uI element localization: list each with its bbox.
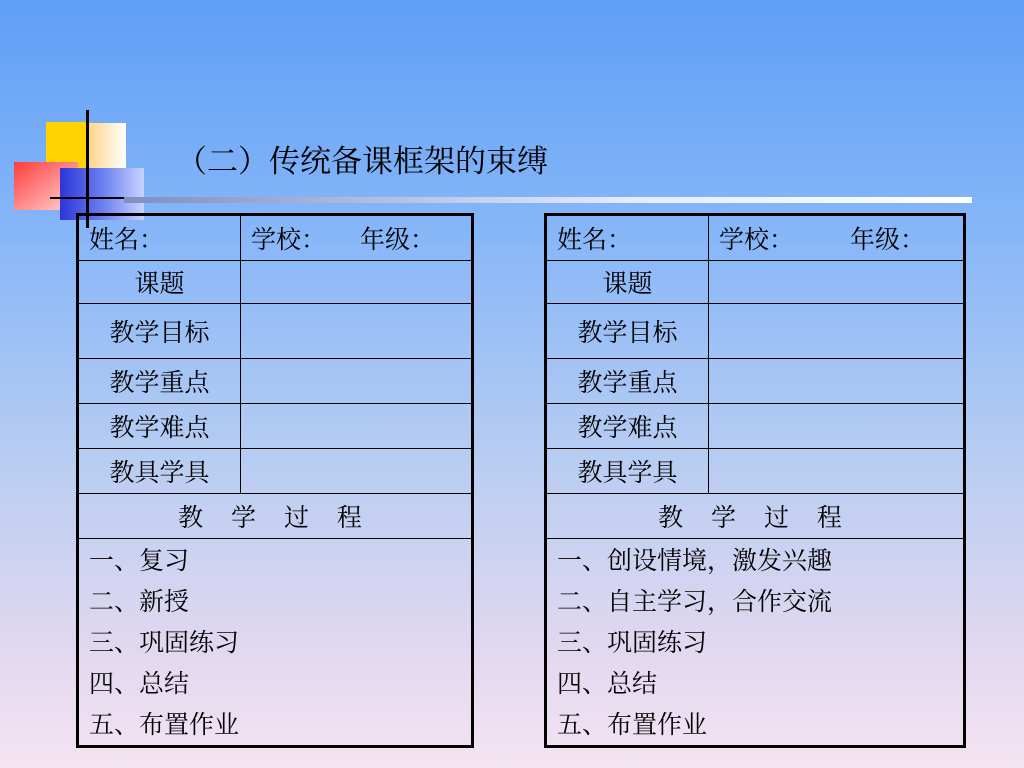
row-value-key-points: [241, 359, 473, 404]
table-header-row: [546, 215, 965, 261]
row-label-difficulties: 教学难点: [78, 404, 241, 449]
list-item: 一、复习: [89, 545, 190, 575]
row-label-goal: 教学目标: [546, 304, 709, 359]
row-value-topic: [241, 261, 473, 304]
list-item: 三、巩固练习: [557, 627, 708, 657]
table-row: [546, 449, 965, 494]
table-row: [546, 359, 965, 404]
decor-white-square: [88, 123, 126, 168]
row-label-goal: 教学目标: [78, 304, 241, 359]
table-row: [78, 261, 473, 304]
table-row: [78, 539, 473, 747]
row-value-topic: [709, 261, 965, 304]
row-label-key-points: 教学重点: [78, 359, 241, 404]
process-steps: [78, 539, 473, 747]
row-value-teaching-aids: [709, 449, 965, 494]
row-value-difficulties: [709, 404, 965, 449]
title-underline-rule: [124, 197, 972, 203]
lesson-plan-table-new: [544, 213, 966, 748]
process-label: 教 学 过 程: [546, 494, 965, 539]
row-value-teaching-aids: [241, 449, 473, 494]
table-row: [546, 304, 965, 359]
process-steps: [546, 539, 965, 747]
table-row: [78, 359, 473, 404]
list-item: 四、总结: [89, 668, 190, 698]
lesson-plan-table-traditional: [76, 213, 474, 748]
decor-vertical-line: [86, 110, 89, 228]
grade-label: 年级：: [360, 225, 436, 254]
row-label-key-points: 教学重点: [546, 359, 709, 404]
table-row: [78, 404, 473, 449]
name-cell: 姓名：: [546, 215, 709, 261]
school-grade-cell: [241, 215, 473, 261]
name-cell: 姓名：: [78, 215, 241, 261]
row-value-goal: [709, 304, 965, 359]
list-item: 三、巩固练习: [89, 627, 240, 657]
table-row: [78, 494, 473, 539]
row-value-goal: [241, 304, 473, 359]
table-row: [78, 449, 473, 494]
row-label-teaching-aids: 教具学具: [546, 449, 709, 494]
list-item: 二、新授: [89, 586, 190, 616]
row-label-teaching-aids: 教具学具: [78, 449, 241, 494]
list-item: 二、自主学习，合作交流: [557, 586, 833, 616]
row-label-topic: 课题: [546, 261, 709, 304]
row-label-difficulties: 教学难点: [546, 404, 709, 449]
decor-horizontal-line: [50, 197, 130, 199]
table-row: [546, 404, 965, 449]
slide-title: （二）传统备课框架的束缚: [176, 144, 548, 180]
table-row: [546, 494, 965, 539]
table-row: [546, 539, 965, 747]
list-item: 一、创设情境，激发兴趣: [557, 545, 833, 575]
list-item: 五、布置作业: [557, 709, 708, 739]
row-value-difficulties: [241, 404, 473, 449]
list-item: 五、布置作业: [89, 709, 240, 739]
list-item: 四、总结: [557, 668, 658, 698]
row-value-key-points: [709, 359, 965, 404]
school-label: 学校：: [251, 225, 327, 254]
table-row: [78, 304, 473, 359]
school-label: 学校：: [719, 225, 795, 254]
process-label: 教 学 过 程: [78, 494, 473, 539]
row-label-topic: 课题: [78, 261, 241, 304]
table-header-row: [78, 215, 473, 261]
table-row: [546, 261, 965, 304]
grade-label: 年级：: [850, 225, 926, 254]
school-grade-cell: [709, 215, 965, 261]
